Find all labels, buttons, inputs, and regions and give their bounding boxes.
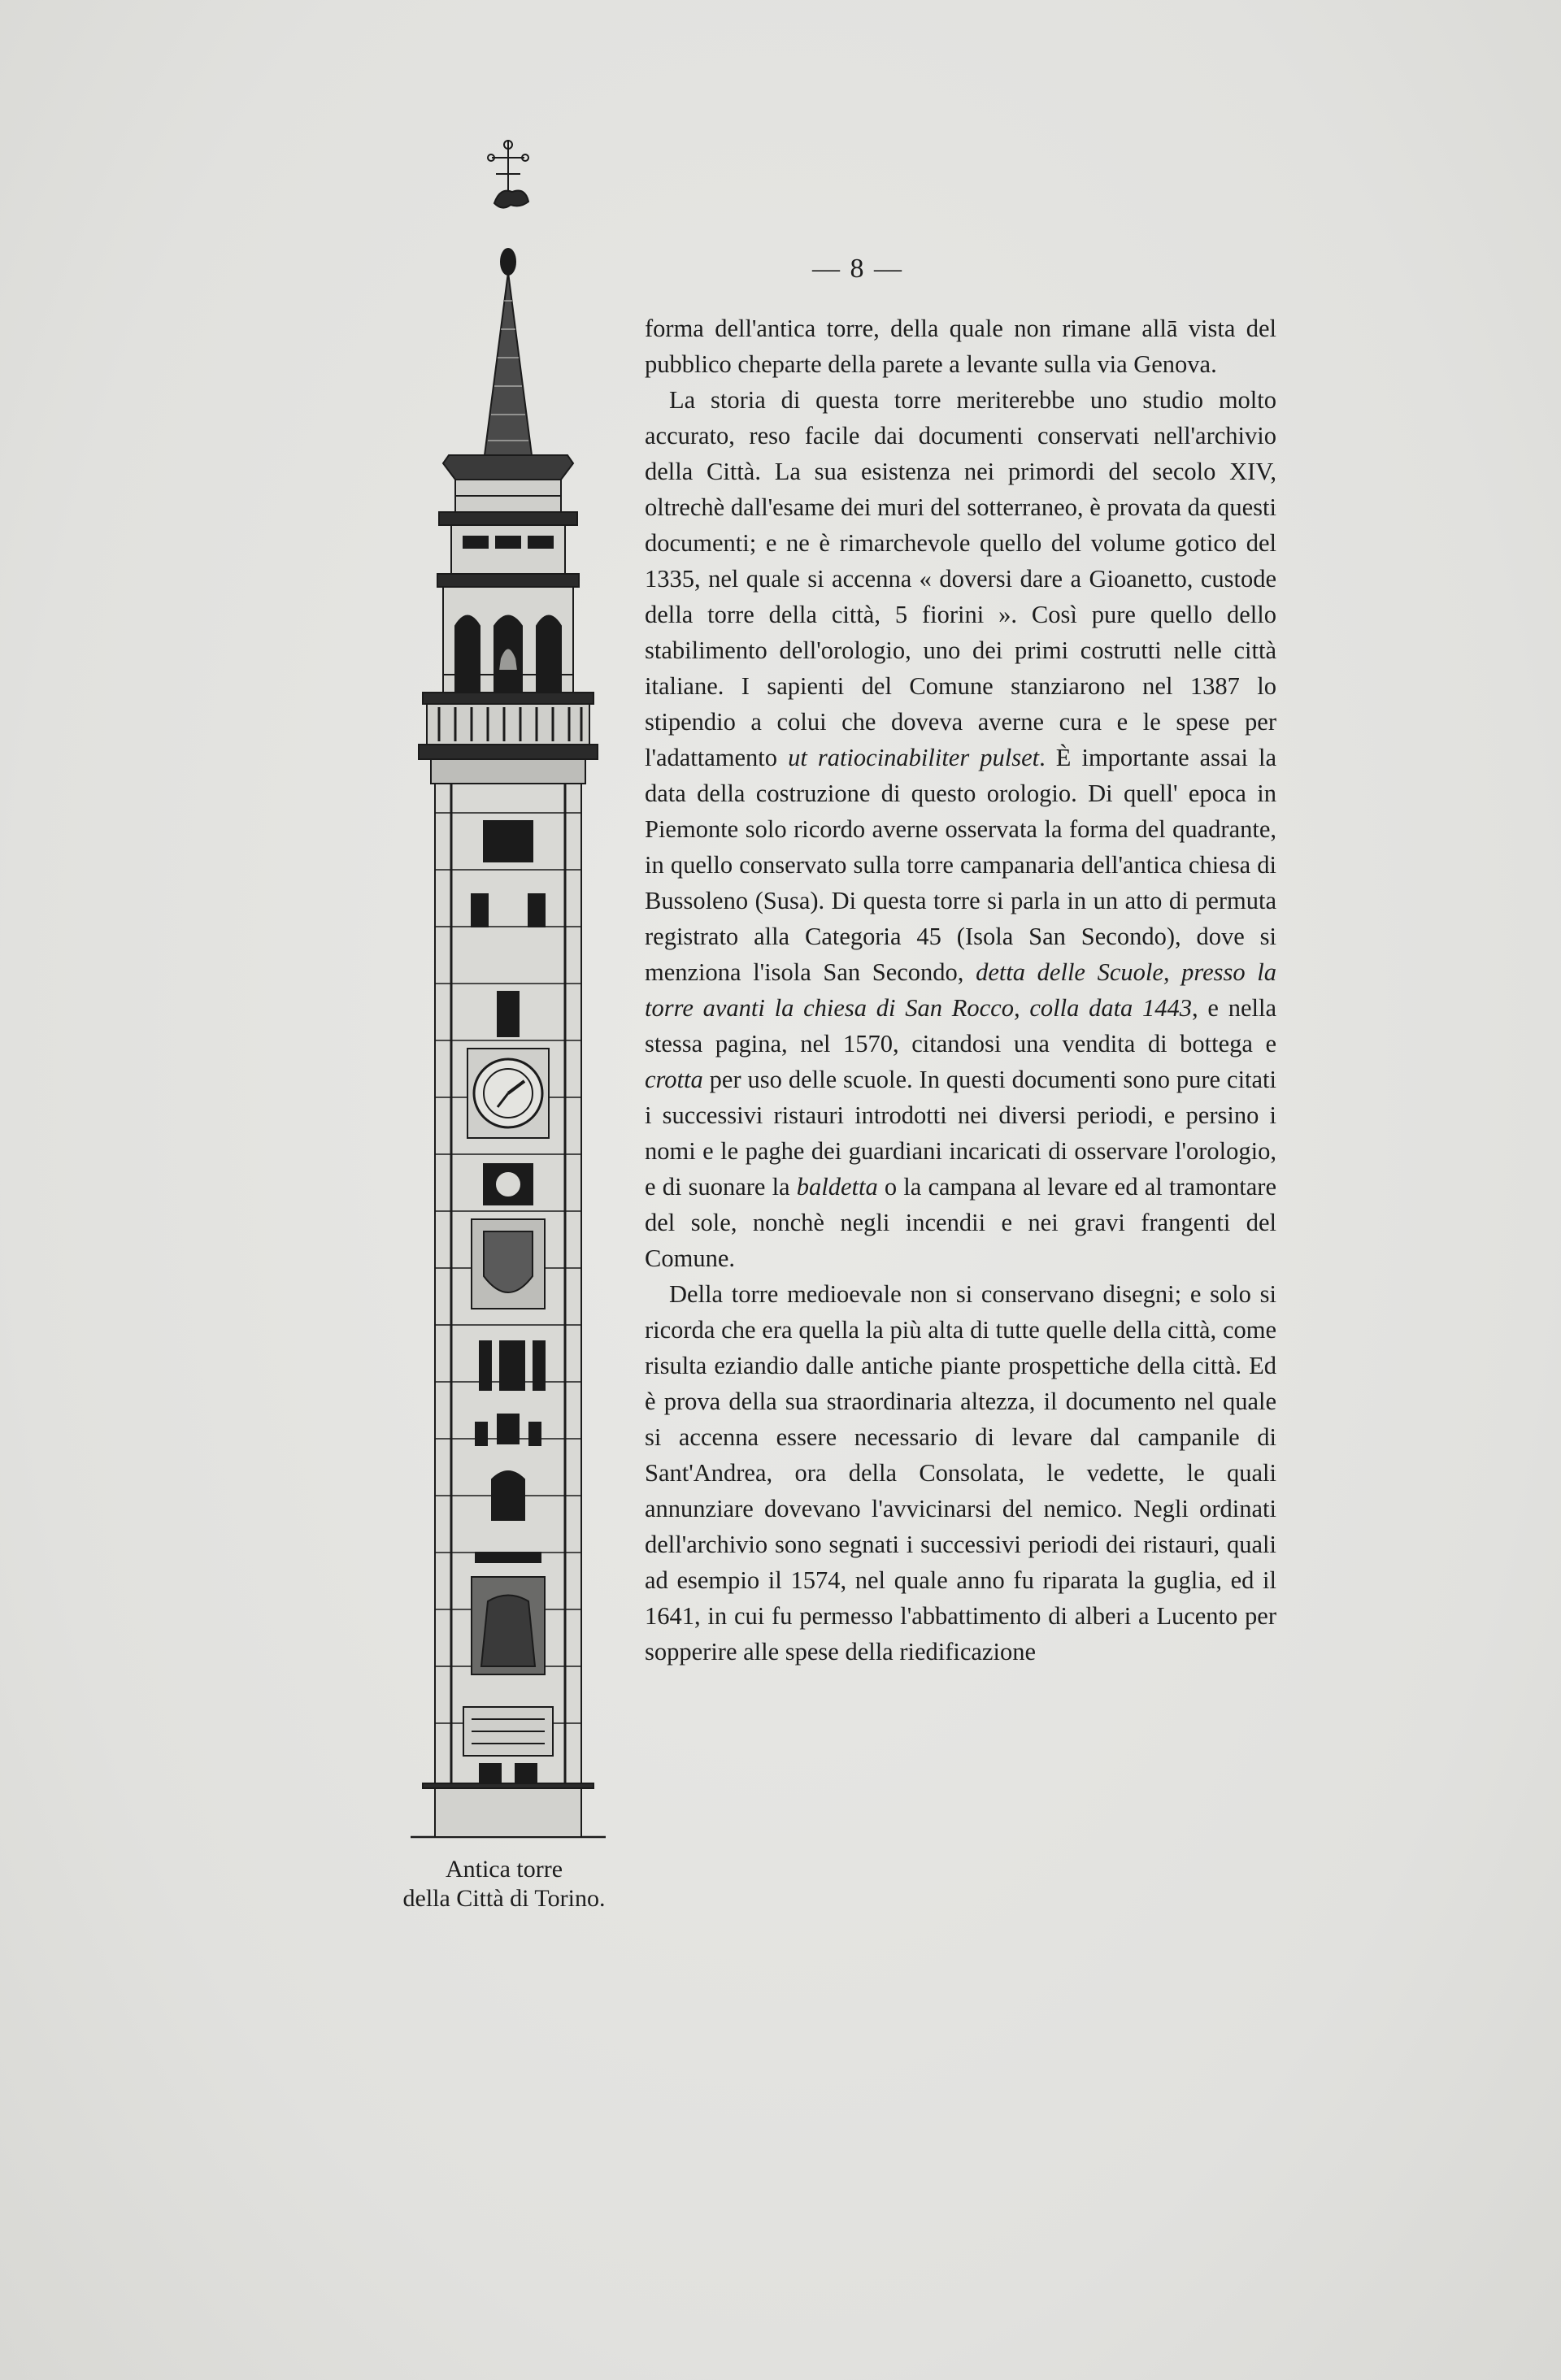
body-text xyxy=(645,311,1276,1670)
figure-caption xyxy=(358,1855,650,1913)
text-run: per uso delle scuole. In questi documenti sono pure citati i successivi ristauri introdotti nei diversi periodi, e persino i nomi e le paghe dei guardiani incaricati di osservare l'orologio, e di suonare la xyxy=(645,1066,1276,1201)
italic-text: ut ratiocinabiliter pulset xyxy=(788,744,1040,771)
caption-line: della Città di Torino. xyxy=(402,1885,606,1912)
italic-text: crotta xyxy=(645,1066,703,1093)
caption-line: Antica torre xyxy=(445,1856,563,1883)
text-run: o la campana al levare ed al tramontare del sole, nonchè negli incendii e nei gravi frangenti del Comune. xyxy=(645,1173,1276,1272)
cross-finial-icon xyxy=(488,140,528,275)
page-number: — 8 — xyxy=(812,254,903,284)
text-run: , e nella stessa pagina, nel 1570, citandosi una vendita di bottega e xyxy=(645,994,1276,1058)
tower-illustration xyxy=(407,138,610,1845)
text-run: . È importante assai la data della costruzione di questo orologio. Di quell' epoca in Piemonte solo ricordo averne osservata la forma del quadrante, in quello conservato sulla torre campanaria dell'antica chiesa di Bussoleno (Susa). Di questa torre si parla in un atto di permuta registrato alla Categoria 45 (Isola San Secondo), dove si menziona l'isola San Secondo, xyxy=(645,744,1276,986)
paragraph xyxy=(645,382,1276,1276)
italic-text: baldetta xyxy=(796,1173,878,1201)
text-run: La storia di questa torre meriterebbe uno studio molto accurato, reso facile dai documenti conservati nell'archivio della Città. La sua esistenza nei primordi del secolo XIV, oltrechè dall'esame dei muri del sotterraneo, è provata da questi documenti; e ne è rimarchevole quello del volume gotico del 1335, nel quale si accenna « doversi dare a Gioanetto, custode della torre della città, 5 fiorini ». Così pure quello dello stabilimento dell'orologio, uno dei primi costrutti nelle città italiane. I sapienti del Comune stanziarono nel 1387 lo stipendio a colui che doveva averne cura e le spese per l'adattamento xyxy=(645,386,1276,771)
paragraph xyxy=(645,1276,1276,1670)
paragraph xyxy=(645,311,1276,382)
text-run: Della torre medioevale non si conservano disegni; e solo si ricorda che era quella la più alta di tutte quelle della città, come risulta eziandio dalle antiche piante prospettiche della città. Ed è prova della sua straordinaria altezza, il documento nel quale si accenna essere necessario di levare dal campanile di Sant'Andrea, ora della Consolata, le vedette, le quali annunziare dovevano l'avvicinarsi del nemico. Negli ordinati dell'archivio sono segnati i successivi periodi dei ristauri, quali ad esempio il 1574, nel quale anno fu riparata la guglia, ed il 1641, in cui fu permesso l'abbattimento di alberi a Lucento per sopperire alle spese della riedificazione xyxy=(645,1280,1276,1666)
italic-text: detta delle Scuole, presso la torre avanti la chiesa di San Rocco, colla data 1443 xyxy=(645,958,1276,1022)
coat-of-arms-icon xyxy=(484,1231,533,1292)
text-run: forma dell'antica torre, della quale non rimane allā vista del pubblico cheparte della parete a levante sulla via Genova. xyxy=(645,315,1276,378)
